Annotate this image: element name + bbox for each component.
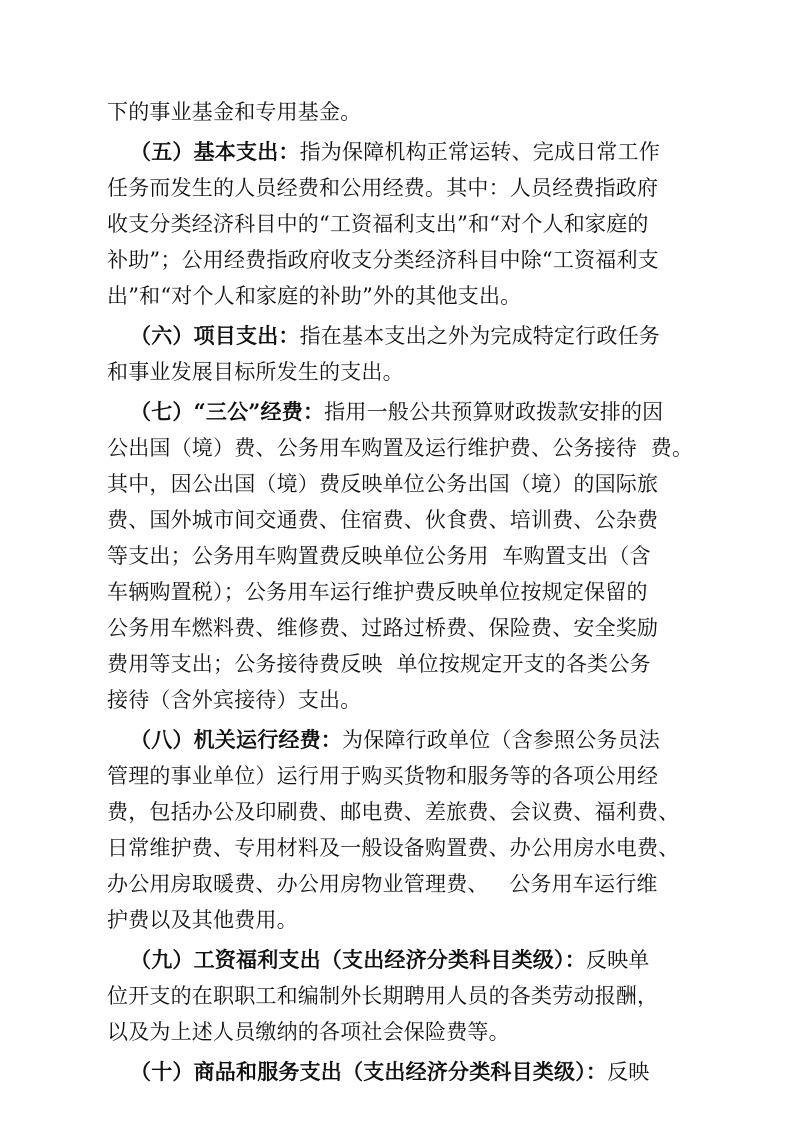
body-text: 公出国（境）费、公务用车购置及运行维护费、公务接待 费。: [107, 436, 694, 460]
text-line-9: [0, 395, 793, 429]
section-heading-7: （七）“三公”经费：: [130, 399, 325, 424]
section-heading-9: （九）工资福利支出（支出经济分类科目类级）：: [130, 947, 586, 972]
text-line-23: [0, 903, 793, 937]
body-text: 下的事业基金和专用基金。: [107, 100, 362, 124]
body-text: 等支出；公务用车购置费反映单位公务用 车购置支出（含: [107, 544, 651, 568]
body-text: 接待（含外宾接待）支出。: [107, 688, 362, 712]
body-text: 其中，因公出国（境）费反映单位公务出国（境）的国际旅: [107, 472, 659, 496]
body-text: 办公用房取暖费、办公用房物业管理费、 公务用车运行维: [107, 872, 658, 896]
text-line-26: [0, 1015, 793, 1049]
body-text: 反映: [607, 1060, 650, 1084]
text-line-10: [0, 431, 793, 465]
text-line-3: [0, 171, 793, 205]
text-line-5: [0, 243, 793, 277]
text-line-12: [0, 503, 793, 537]
body-text: 以及为上述人员缴纳的各项社会保险费等。: [107, 1020, 510, 1044]
section-heading-6: （六）项目支出：: [130, 323, 300, 348]
body-text: 费、国外城市间交通费、住宿费、伙食费、培训费、公杂费: [107, 508, 659, 532]
body-text: 费，包括办公及印刷费、邮电费、差旅费、会议费、福利费、: [107, 800, 680, 824]
body-text: 为保障行政单位（含参照公务员法: [342, 728, 660, 752]
body-text: 指在基本支出之外为完成特定行政任务: [299, 324, 661, 348]
text-line-4: [0, 207, 793, 241]
text-line-17: [0, 683, 793, 717]
body-text: 护费以及其他费用。: [107, 908, 298, 932]
text-line-27: [0, 1055, 793, 1089]
text-line-19: [0, 759, 793, 793]
body-text: 位开支的在职职工和编制外长期聘用人员的各类劳动报酬，: [107, 984, 659, 1008]
text-line-22: [0, 867, 793, 901]
text-line-15: [0, 611, 793, 645]
body-text: 和事业发展目标所发生的支出。: [107, 360, 404, 384]
text-line-18: [0, 723, 793, 757]
text-line-6: [0, 279, 793, 313]
body-text: 公务用车燃料费、维修费、过路过桥费、保险费、安全奖励: [107, 616, 659, 640]
text-line-13: [0, 539, 793, 573]
text-line-1: [0, 95, 793, 129]
section-heading-5: （五）基本支出：: [130, 139, 300, 164]
body-text: 出”和“对个人和家庭的补助”外的其他支出。: [107, 284, 522, 308]
text-line-21: [0, 831, 793, 865]
text-line-20: [0, 795, 793, 829]
section-heading-10: （十）商品和服务支出（支出经济分类科目类级）：: [130, 1059, 608, 1084]
text-line-14: [0, 575, 793, 609]
section-heading-8: （八）机关运行经费：: [130, 727, 342, 752]
body-text: 费用等支出；公务接待费反映 单位按规定开支的各类公务: [107, 652, 651, 676]
body-text: 指为保障机构正常运转、完成日常工作: [299, 140, 661, 164]
text-line-8: [0, 355, 793, 389]
text-line-2: [0, 135, 793, 169]
body-text: 日常维护费、专用材料及一般设备购置费、办公用房水电费、: [107, 836, 680, 860]
text-line-25: [0, 979, 793, 1013]
text-line-7: [0, 319, 793, 353]
body-text: 任务而发生的人员经费和公用经费。其中：人员经费指政府: [107, 176, 659, 200]
text-line-16: [0, 647, 793, 681]
body-text: 收支分类经济科目中的“工资福利支出”和“对个人和家庭的: [107, 212, 649, 236]
body-text: 指用一般公共预算财政拨款安排的因: [324, 400, 664, 424]
body-text: 补助”；公用经费指政府收支分类经济科目中除“工资福利支: [107, 248, 659, 272]
text-line-11: [0, 467, 793, 501]
text-line-24: [0, 943, 793, 977]
body-text: 反映单: [585, 948, 650, 972]
body-text: 管理的事业单位）运行用于购买货物和服务等的各项公用经: [107, 764, 659, 788]
body-text: 车辆购置税）；公务用车运行维护费反映单位按规定保留的: [107, 580, 648, 604]
